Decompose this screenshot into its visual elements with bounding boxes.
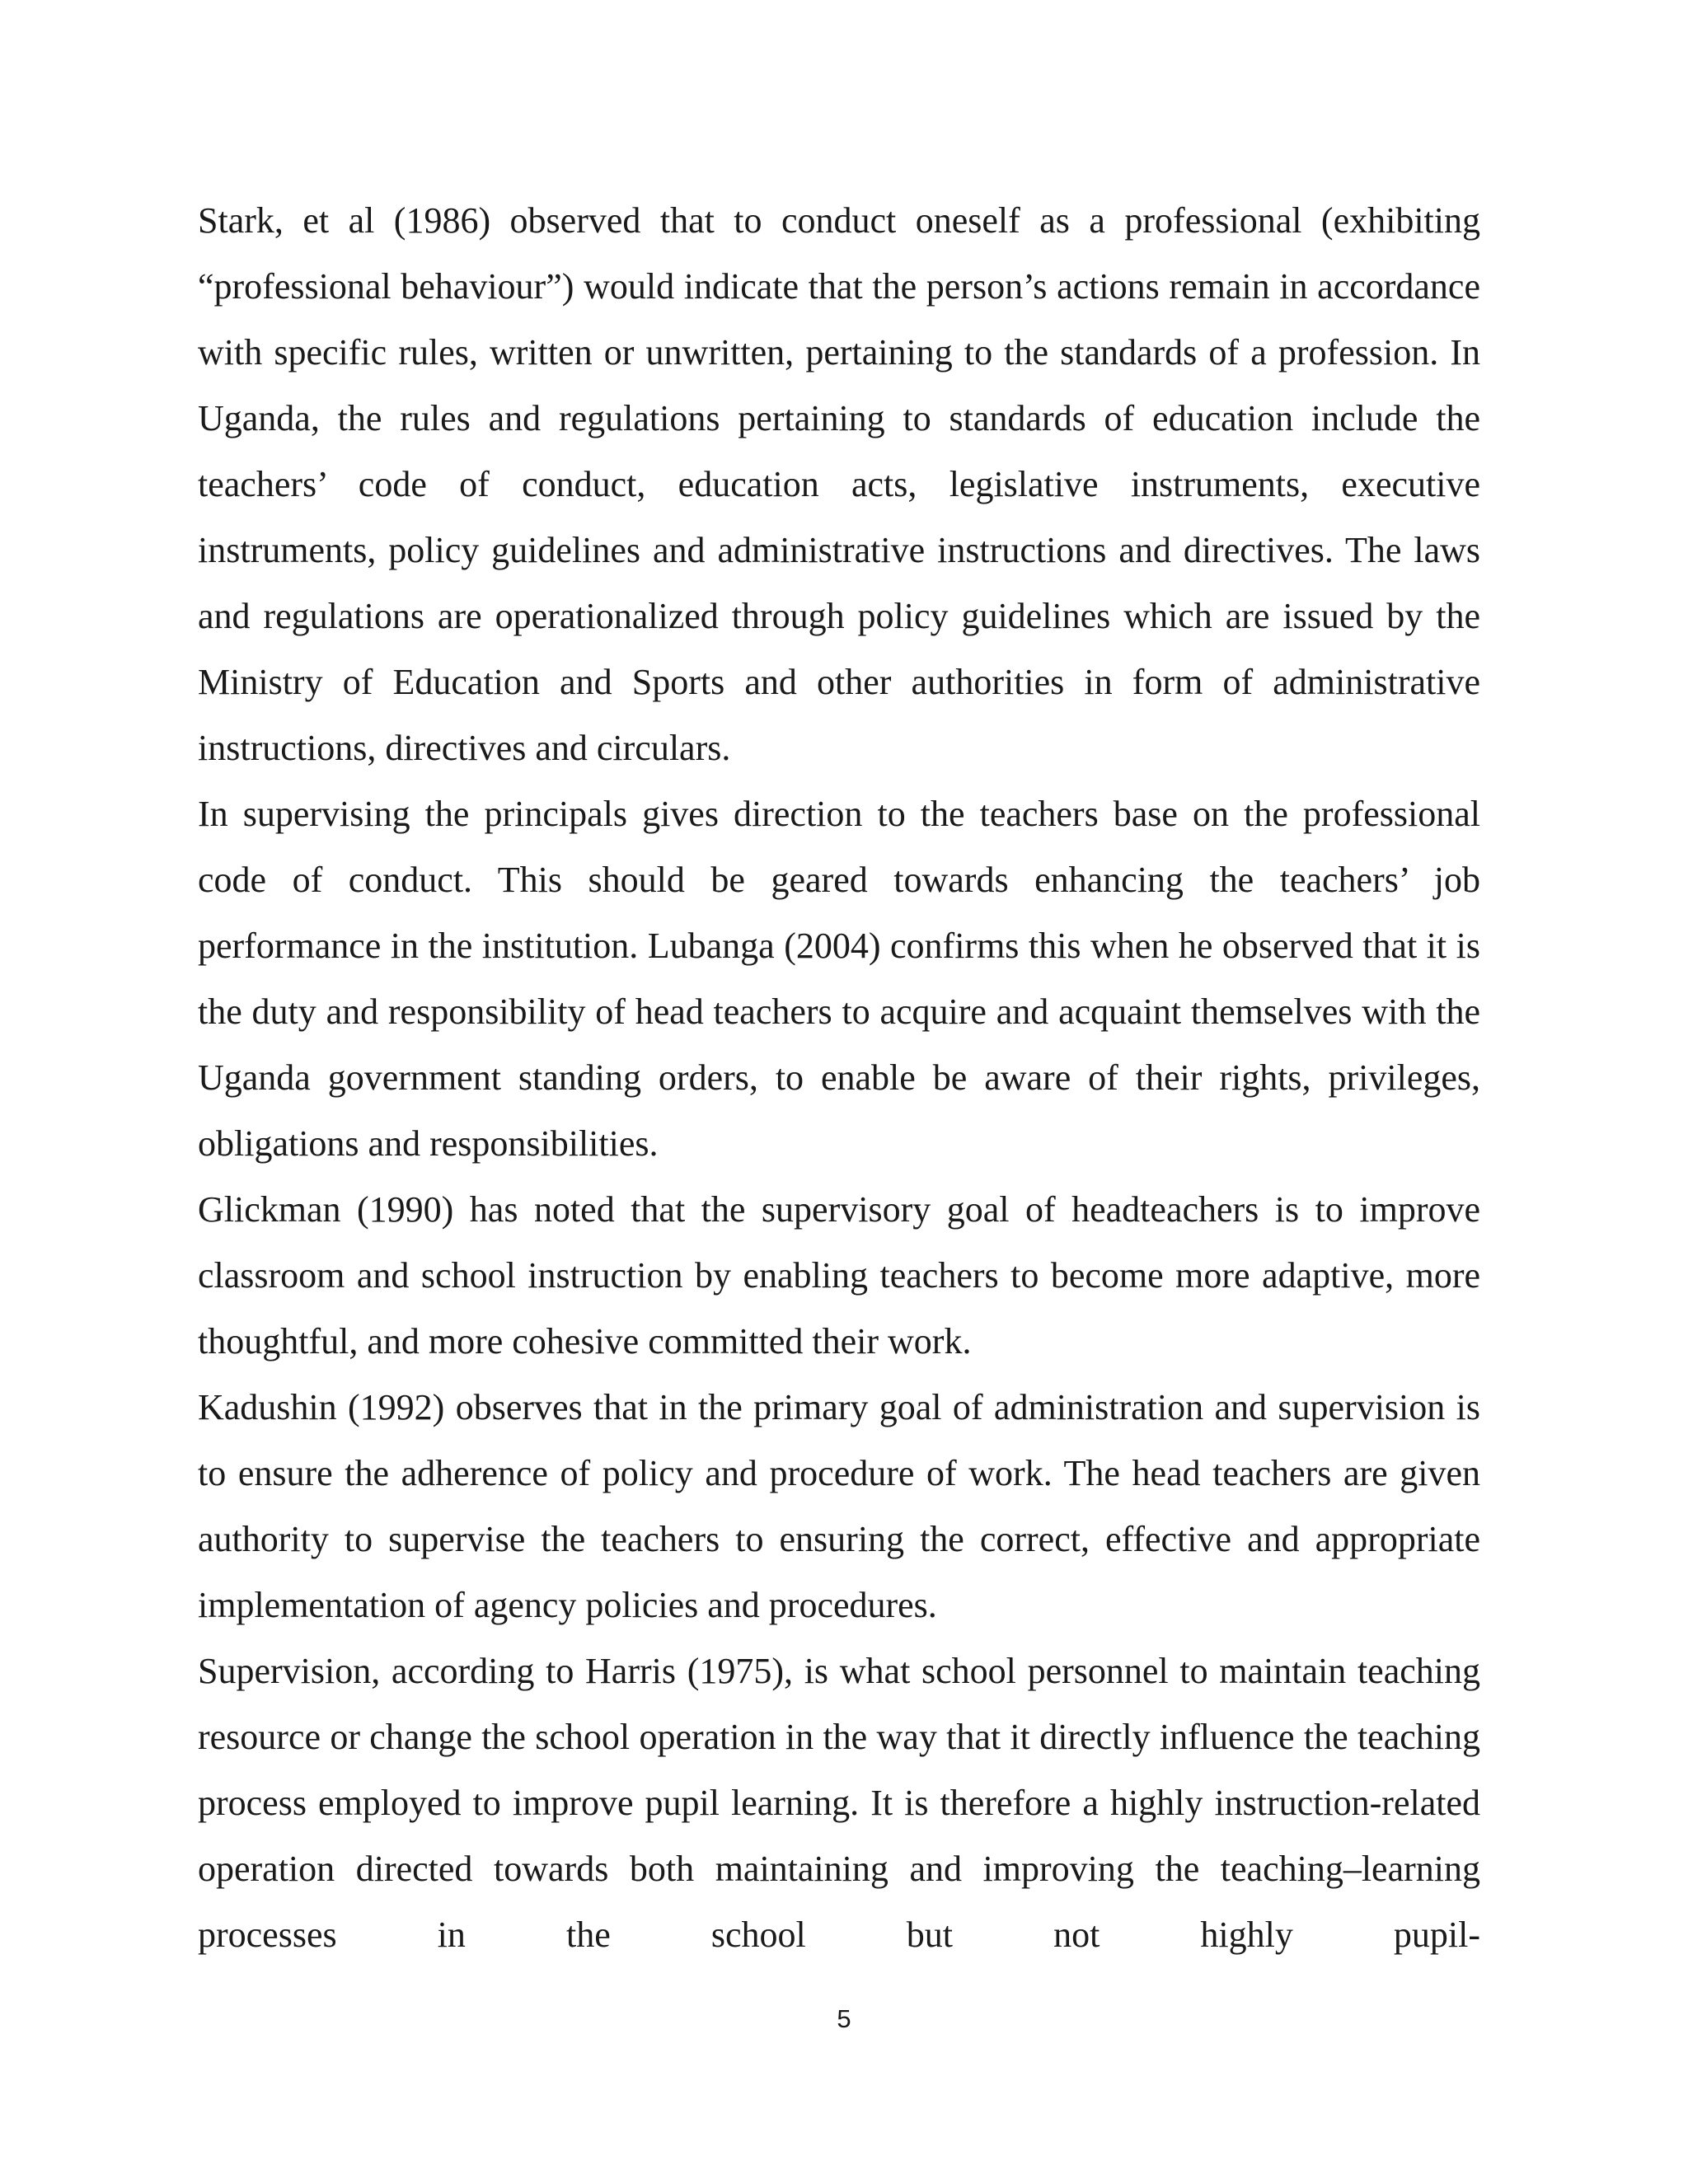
paragraph-harris: Supervision, according to Harris (1975), is what school personnel to maintain teaching resource or change the school operation in the way that it directly influence the teaching process employed to improve pupil learning. It is therefore a highly instruction-related operation directed towards both maintaining and improving the teaching–learning processes in the school but not highly pupil- <box>198 1651 1480 1955</box>
paragraph-supervising: In supervising the principals gives direction to the teachers base on the professional code of conduct. This should be geared towards enhancing the teachers’ job performance in the institution. Lubanga (2004) confirms this when he observed that it is the duty and responsibility of head teachers to acquire and acquaint themselves with the Uganda government standing orders, to enable be aware of their rights, privileges, obligations and responsibilities. <box>198 794 1480 1164</box>
body-text <box>198 188 1480 1968</box>
paragraph-glickman: Glickman (1990) has noted that the supervisory goal of headteachers is to improve classroom and school instruction by enabling teachers to become more adaptive, more thoughtful, and more cohesive committed their work. <box>198 1189 1480 1361</box>
paragraph-kadushin: Kadushin (1992) observes that in the primary goal of administration and supervision is to ensure the adherence of policy and procedure of work. The head teachers are given authority to supervise the teachers to ensuring the correct, effective and appropriate implementation of agency policies and procedures. <box>198 1387 1480 1625</box>
page-number: 5 <box>837 2004 851 2033</box>
paragraph-stark: Stark, et al (1986) observed that to conduct oneself as a professional (exhibiting “professional behaviour”) would indicate that the person’s actions remain in accordance with specific rules, written or unwritten, pertaining to the standards of a profession. In Uganda, the rules and regulations pertaining to standards of education include the teachers’ code of conduct, education acts, legislative instruments, executive instruments, policy guidelines and administrative instructions and directives. The laws and regulations are operationalized through policy guidelines which are issued by the Ministry of Education and Sports and other authorities in form of administrative instructions, directives and circulars. <box>198 200 1480 768</box>
